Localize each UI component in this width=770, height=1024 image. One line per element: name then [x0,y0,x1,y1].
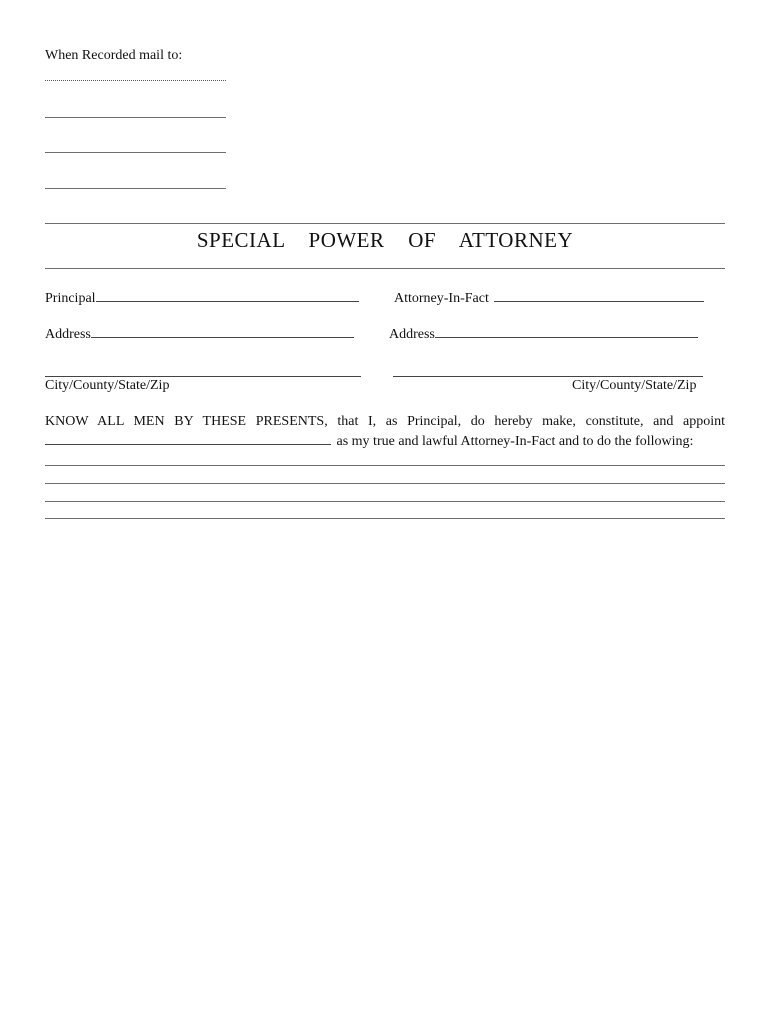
principal-field [45,289,359,307]
principal-address-line[interactable] [91,325,354,338]
principal-address-field [45,325,354,343]
appointment-clause-line-2 [45,432,725,450]
principal-label: Principal [45,291,96,306]
principal-address-label: Address [45,327,91,342]
appointment-clause-suffix: as my true and lawful Attorney-In-Fact and to do the following: [336,434,694,449]
attorney-address-label: Address [389,327,435,342]
powers-line-1[interactable] [45,465,725,466]
principal-city-line[interactable] [45,376,361,377]
attorney-name-line[interactable] [494,289,704,302]
mail-to-line-3[interactable] [45,152,226,153]
appointment-clause-line-1: KNOW ALL MEN BY THESE PRESENTS, that I, as Principal, do hereby make, constitute, and appoint [45,414,725,429]
mail-to-line-1[interactable] [45,80,226,81]
document-title: SPECIAL POWER OF ATTORNEY [196,228,574,252]
powers-line-4[interactable] [45,518,725,519]
principal-name-line[interactable] [96,289,359,302]
attorney-city-label: City/County/State/Zip [572,378,697,393]
attorney-city-line[interactable] [393,376,703,377]
attorney-field [394,289,704,307]
principal-city-label: City/County/State/Zip [45,378,170,393]
attorney-address-line[interactable] [435,325,698,338]
mail-to-line-2[interactable] [45,117,226,118]
title-rule-top [45,223,725,224]
attorney-label: Attorney-In-Fact [394,291,489,306]
title-rule-bottom [45,268,725,269]
appointee-name-line[interactable] [45,432,331,445]
powers-line-3[interactable] [45,501,725,502]
mail-to-line-4[interactable] [45,188,226,189]
mail-to-label: When Recorded mail to: [45,48,183,63]
attorney-address-field [389,325,698,343]
powers-line-2[interactable] [45,483,725,484]
